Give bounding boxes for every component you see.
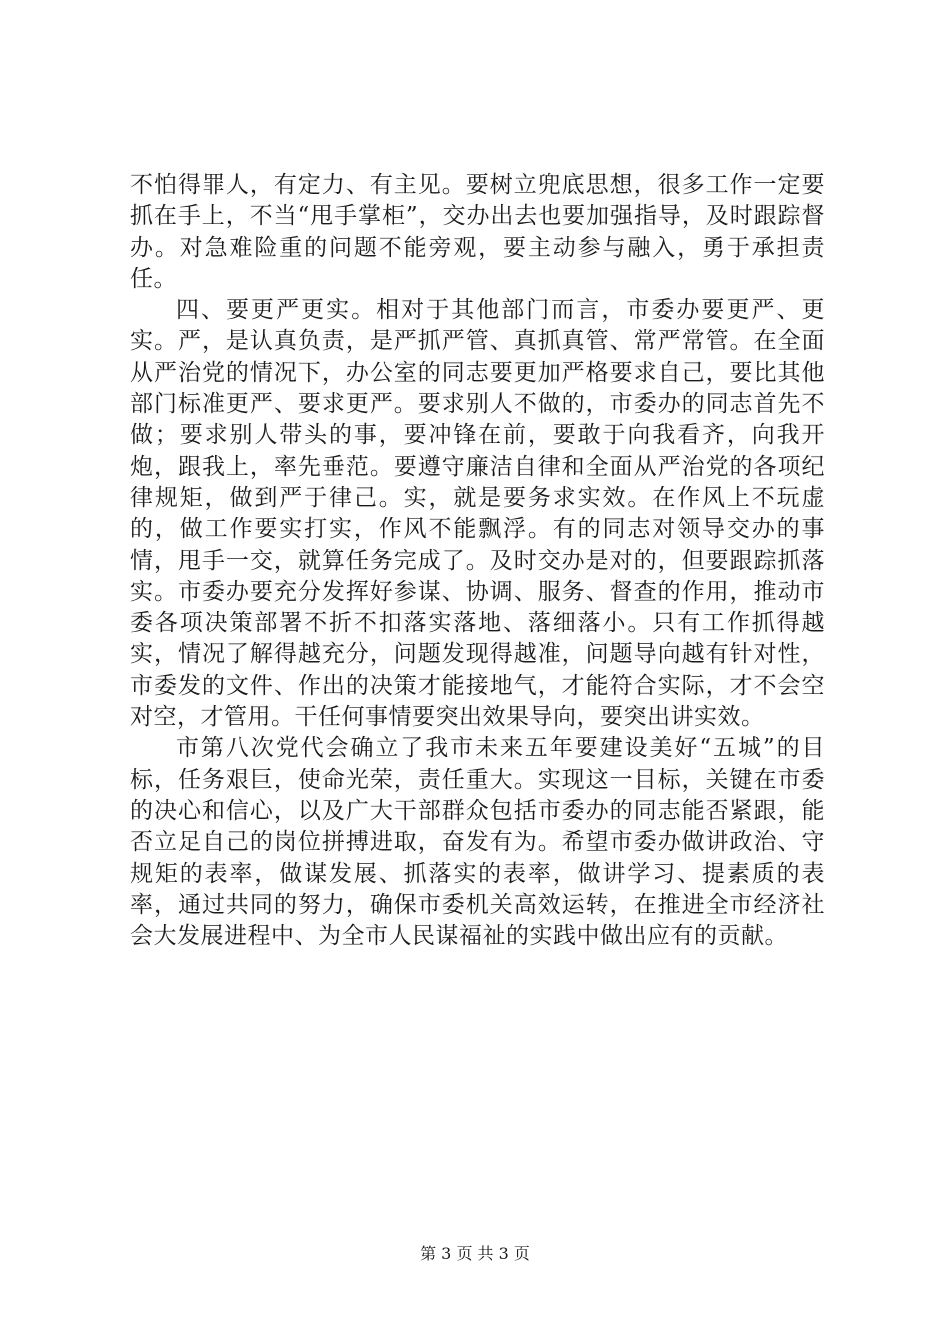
document-body: [130, 170, 825, 952]
page-footer: 第 3 页 共 3 页: [420, 1244, 530, 1263]
paragraph-conclusion: 市第八次党代会确立了我市未来五年要建设美好“五城”的目标，任务艰巨，使命光荣，责任重大。实现这一目标，关键在市委的决心和信心，以及广大干部群众包括市委办的同志能否紧跟，能否立足自己的岗位拼搏进取，奋发有为。希望市委办做讲政治、守规矩的表率，做谋发展、抓落实的表率，做讲学习、提素质的表率，通过共同的努力，确保市委机关高效运转，在推进全市经济社会大发展进程中、为全市人民谋福祉的实践中做出应有的贡献。: [130, 735, 825, 950]
paragraph-section-four: 四、要更严更实。相对于其他部门而言，市委办要更严、更实。严，是认真负责，是严抓严管、真抓真管、常严常管。在全面从严治党的情况下，办公室的同志要更加严格要求自己，要比其他部门标准更严、要求更严。要求别人不做的，市委办的同志首先不做；要求别人带头的事，要冲锋在前，要敢于向我看齐，向我开炮，跟我上，率先垂范。要遵守廉洁自律和全面从严治党的各项纪律规矩，做到严于律己。实，就是要务求实效。在作风上不玩虚的，做工作要实打实，作风不能飘浮。有的同志对领导交办的事情，甩手一交，就算任务完成了。及时交办是对的，但要跟踪抓落实。市委办要充分发挥好参谋、协调、服务、督查的作用，推动市委各项决策部署不折不扣落实落地、落细落小。只有工作抓得越实，情况了解得越充分，问题发现得越准，问题导向越有针对性，市委发的文件、作出的决策才能接地气，才能符合实际，才不会空对空，才管用。干任何事情要突出效果导向，要突出讲实效。: [130, 297, 825, 731]
paragraph-continued: 不怕得罪人，有定力、有主见。要树立兜底思想，很多工作一定要抓在手上，不当“甩手掌柜”，交办出去也要加强指导，及时跟踪督办。对急难险重的问题不能旁观，要主动参与融入，勇于承担责任。: [130, 172, 825, 292]
